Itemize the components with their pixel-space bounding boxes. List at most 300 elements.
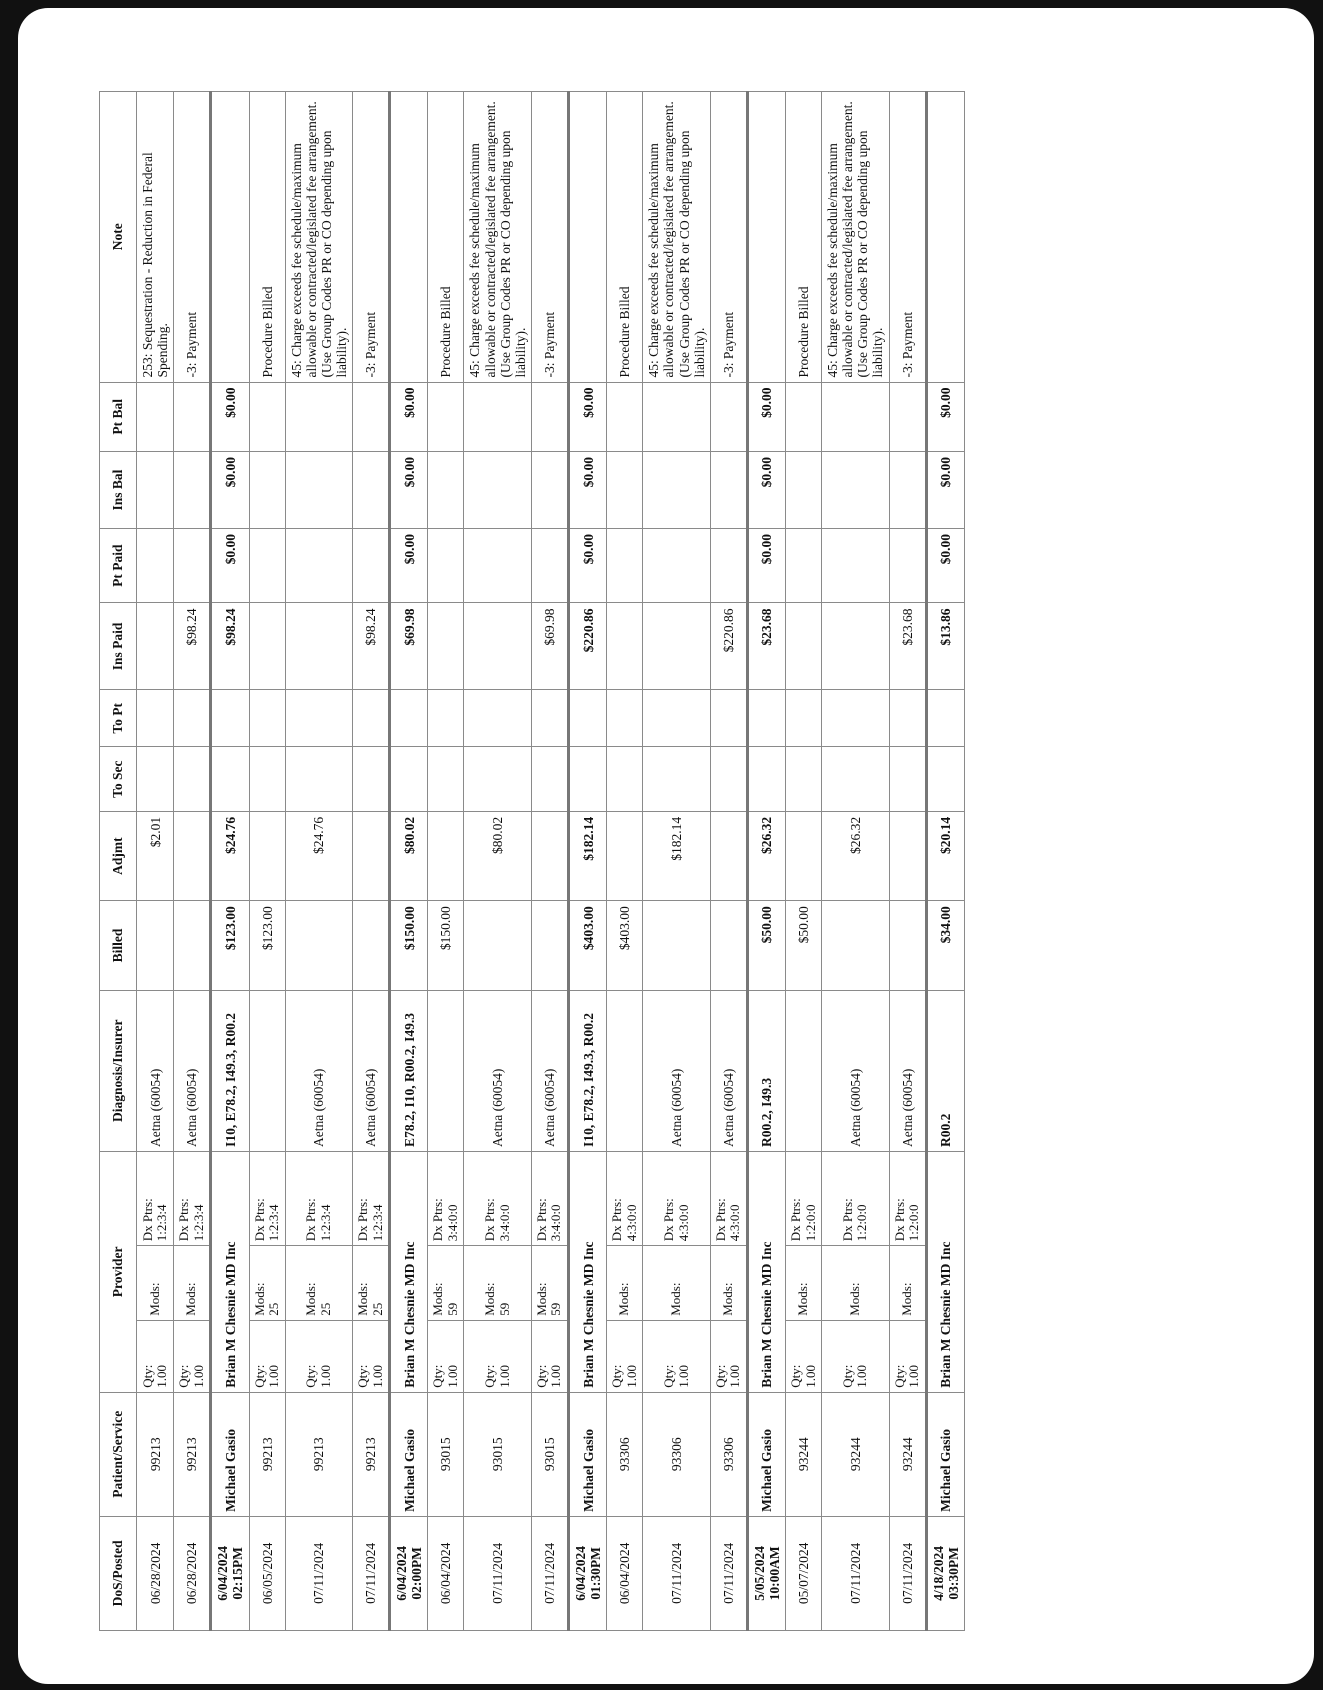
mods-cell: Mods: [710,1246,747,1320]
summary-pt-bal: $0.00 [390,382,428,452]
note-cell: Procedure Billed [428,92,464,383]
mods-cell: Mods: [822,1246,889,1320]
summary-pt-bal: $0.00 [569,382,607,452]
insurer-cell [428,990,464,1151]
service-date: 07/11/2024 [643,1516,710,1630]
billed-cell [353,901,390,990]
insurer-cell: Aetna (60054) [710,990,747,1151]
ins-bal-cell [353,452,390,529]
summary-to-pt [211,690,249,747]
adjmt-cell: $24.76 [285,811,352,900]
mods-cell: Mods: 25 [249,1246,285,1320]
dx-pointers-cell: Dx Ptrs: 3:4:0:0 [464,1151,531,1245]
note-cell: Procedure Billed [249,92,285,383]
to-pt-cell [353,690,390,747]
patient-name: Michael Gasio [569,1392,607,1516]
qty-cell: Qty: 1.00 [607,1320,643,1392]
summary-row [569,92,607,1631]
to-sec-cell [710,747,747,812]
summary-ins-paid: $98.24 [211,603,249,690]
ins-bal-cell [643,452,710,529]
insurer-cell: Aetna (60054) [643,990,710,1151]
dx-pointers-cell: Dx Ptrs: 3:4:0:0 [428,1151,464,1245]
qty-cell: Qty: 1.00 [353,1320,390,1392]
billed-cell [285,901,352,990]
summary-pt-bal: $0.00 [211,382,249,452]
mods-cell: Mods: 59 [531,1246,568,1320]
summary-billed: $150.00 [390,901,428,990]
summary-ins-bal: $0.00 [211,452,249,529]
note-cell: -3: Payment [174,92,211,383]
pt-bal-cell [428,382,464,452]
summary-to-sec [569,747,607,812]
service-code: 99213 [353,1392,390,1516]
service-date: 07/11/2024 [285,1516,352,1630]
ins-bal-cell [531,452,568,529]
note-cell: -3: Payment [710,92,747,383]
summary-date: 5/05/2024 10:00AM [747,1516,785,1630]
ins-bal-cell [889,452,926,529]
dx-pointers-cell: Dx Ptrs: 1:2:3:4 [174,1151,211,1245]
pt-paid-cell [531,528,568,602]
pt-bal-cell [889,382,926,452]
service-code: 93015 [428,1392,464,1516]
billed-cell: $123.00 [249,901,285,990]
billed-cell: $50.00 [786,901,822,990]
ins-bal-cell [428,452,464,529]
adjmt-cell [249,811,285,900]
summary-adjmt: $20.14 [926,811,964,900]
dx-pointers-cell: Dx Ptrs: 1:2:0:0 [786,1151,822,1245]
table-body [137,92,965,1631]
qty-cell: Qty: 1.00 [137,1320,174,1392]
adjmt-cell [531,811,568,900]
to-sec-cell [353,747,390,812]
to-sec-cell [174,747,211,812]
diagnosis-codes: E78.2, I10, R00.2, I49.3 [390,990,428,1151]
table-row [786,92,822,1631]
ins-bal-cell [822,452,889,529]
to-pt-cell [137,690,174,747]
insurer-cell: Aetna (60054) [464,990,531,1151]
ins-bal-cell [249,452,285,529]
adjmt-cell [353,811,390,900]
summary-to-pt [569,690,607,747]
diagnosis-codes: R00.2, I49.3 [747,990,785,1151]
pt-paid-cell [428,528,464,602]
insurer-cell: Aetna (60054) [353,990,390,1151]
pt-paid-cell [285,528,352,602]
pt-bal-cell [710,382,747,452]
to-sec-cell [137,747,174,812]
pt-bal-cell [786,382,822,452]
table-row [428,92,464,1631]
ins-paid-cell [285,603,352,690]
pt-bal-cell [137,382,174,452]
pt-bal-cell [249,382,285,452]
provider-name: Brian M Chesnie MD Inc [569,1151,607,1392]
mods-cell: Mods: [786,1246,822,1320]
to-sec-cell [786,747,822,812]
summary-adjmt: $80.02 [390,811,428,900]
summary-row [747,92,785,1631]
header-patient: Patient/Service [100,1392,137,1516]
note-cell: 45: Charge exceeds fee schedule/maximum allowable or contracted/legislated fee arrangement. (Use Group Codes PR or CO depending upon liability). [643,92,710,383]
summary-row [926,92,964,1631]
table-row [710,92,747,1631]
dx-pointers-cell: Dx Ptrs: 1:2:0:0 [889,1151,926,1245]
service-code: 93306 [643,1392,710,1516]
pt-paid-cell [137,528,174,602]
summary-note [747,92,785,383]
qty-cell: Qty: 1.00 [285,1320,352,1392]
dx-pointers-cell: Dx Ptrs: 4:3:0:0 [607,1151,643,1245]
summary-date: 4/18/2024 03:30PM [926,1516,964,1630]
adjmt-cell: $26.32 [822,811,889,900]
header-ins-bal: Ins Bal [100,452,137,529]
provider-name: Brian M Chesnie MD Inc [747,1151,785,1392]
ins-bal-cell [285,452,352,529]
summary-ins-paid: $220.86 [569,603,607,690]
pt-paid-cell [710,528,747,602]
pt-bal-cell [531,382,568,452]
service-code: 99213 [174,1392,211,1516]
summary-ins-bal: $0.00 [747,452,785,529]
billed-cell [531,901,568,990]
header-row [100,92,137,1631]
summary-adjmt: $26.32 [747,811,785,900]
service-code: 93244 [889,1392,926,1516]
summary-note [211,92,249,383]
billed-cell [643,901,710,990]
table-row [353,92,390,1631]
patient-name: Michael Gasio [390,1392,428,1516]
summary-to-pt [926,690,964,747]
dx-pointers-cell: Dx Ptrs: 1:2:3:4 [249,1151,285,1245]
summary-ins-bal: $0.00 [926,452,964,529]
service-date: 07/11/2024 [889,1516,926,1630]
pt-paid-cell [889,528,926,602]
table-row [889,92,926,1631]
service-date: 06/28/2024 [174,1516,211,1630]
dx-pointers-cell: Dx Ptrs: 3:4:0:0 [531,1151,568,1245]
header-pt-bal: Pt Bal [100,382,137,452]
page-card [18,8,1314,1684]
mods-cell: Mods: [889,1246,926,1320]
qty-cell: Qty: 1.00 [428,1320,464,1392]
table-row [531,92,568,1631]
summary-pt-paid: $0.00 [926,528,964,602]
mods-cell: Mods: 59 [464,1246,531,1320]
service-code: 93306 [710,1392,747,1516]
to-sec-cell [249,747,285,812]
summary-date: 6/04/2024 02:00PM [390,1516,428,1630]
note-cell: Procedure Billed [786,92,822,383]
qty-cell: Qty: 1.00 [174,1320,211,1392]
billed-cell: $150.00 [428,901,464,990]
service-date: 06/04/2024 [428,1516,464,1630]
to-sec-cell [889,747,926,812]
adjmt-cell [889,811,926,900]
note-cell: -3: Payment [353,92,390,383]
summary-billed: $50.00 [747,901,785,990]
ins-paid-cell [249,603,285,690]
to-sec-cell [822,747,889,812]
patient-name: Michael Gasio [926,1392,964,1516]
patient-name: Michael Gasio [211,1392,249,1516]
mods-cell: Mods: 25 [285,1246,352,1320]
dx-pointers-cell: Dx Ptrs: 1:2:3:4 [353,1151,390,1245]
qty-cell: Qty: 1.00 [531,1320,568,1392]
qty-cell: Qty: 1.00 [822,1320,889,1392]
to-pt-cell [174,690,211,747]
pt-paid-cell [249,528,285,602]
insurer-cell [786,990,822,1151]
service-date: 06/28/2024 [137,1516,174,1630]
billed-cell [174,901,211,990]
ins-bal-cell [174,452,211,529]
ins-paid-cell [786,603,822,690]
ins-bal-cell [710,452,747,529]
header-to-pt: To Pt [100,690,137,747]
mods-cell: Mods: [607,1246,643,1320]
pt-bal-cell [285,382,352,452]
table-row [464,92,531,1631]
ins-paid-cell [607,603,643,690]
adjmt-cell [710,811,747,900]
header-ins-paid: Ins Paid [100,603,137,690]
dx-pointers-cell: Dx Ptrs: 1:2:3:4 [137,1151,174,1245]
header-adjmt: Adjmt [100,811,137,900]
note-cell: 253: Sequestration - Reduction in Federal Spending. [137,92,174,383]
provider-name: Brian M Chesnie MD Inc [390,1151,428,1392]
pt-bal-cell [822,382,889,452]
insurer-cell: Aetna (60054) [174,990,211,1151]
pt-bal-cell [353,382,390,452]
to-pt-cell [786,690,822,747]
insurer-cell [249,990,285,1151]
table-row [249,92,285,1631]
insurer-cell: Aetna (60054) [531,990,568,1151]
header-dos: DoS/Posted [100,1516,137,1630]
service-code: 99213 [137,1392,174,1516]
note-cell: Procedure Billed [607,92,643,383]
ins-paid-cell: $69.98 [531,603,568,690]
qty-cell: Qty: 1.00 [643,1320,710,1392]
pt-paid-cell [607,528,643,602]
insurer-cell: Aetna (60054) [137,990,174,1151]
summary-note [926,92,964,383]
adjmt-cell: $80.02 [464,811,531,900]
summary-pt-paid: $0.00 [569,528,607,602]
ins-bal-cell [786,452,822,529]
ins-paid-cell: $220.86 [710,603,747,690]
summary-ins-bal: $0.00 [390,452,428,529]
provider-name: Brian M Chesnie MD Inc [926,1151,964,1392]
diagnosis-codes: I10, E78.2, I49.3, R00.2 [569,990,607,1151]
insurer-cell: Aetna (60054) [889,990,926,1151]
pt-paid-cell [174,528,211,602]
billing-table [99,91,965,1631]
to-sec-cell [643,747,710,812]
ins-paid-cell [464,603,531,690]
pt-bal-cell [464,382,531,452]
to-pt-cell [822,690,889,747]
pt-bal-cell [643,382,710,452]
provider-name: Brian M Chesnie MD Inc [211,1151,249,1392]
pt-paid-cell [822,528,889,602]
summary-ins-paid: $69.98 [390,603,428,690]
to-sec-cell [607,747,643,812]
qty-cell: Qty: 1.00 [464,1320,531,1392]
table-row [822,92,889,1631]
summary-adjmt: $182.14 [569,811,607,900]
pt-bal-cell [174,382,211,452]
header-pt-paid: Pt Paid [100,528,137,602]
service-date: 06/04/2024 [607,1516,643,1630]
dx-pointers-cell: Dx Ptrs: 4:3:0:0 [710,1151,747,1245]
mods-cell: Mods: 25 [353,1246,390,1320]
header-diagnosis: Diagnosis/Insurer [100,990,137,1151]
insurer-cell: Aetna (60054) [822,990,889,1151]
adjmt-cell [428,811,464,900]
ins-paid-cell [822,603,889,690]
ins-paid-cell [137,603,174,690]
ins-bal-cell [464,452,531,529]
mods-cell: Mods: 59 [428,1246,464,1320]
table-row [137,92,174,1631]
note-cell: -3: Payment [889,92,926,383]
summary-pt-paid: $0.00 [747,528,785,602]
pt-bal-cell [607,382,643,452]
service-code: 99213 [249,1392,285,1516]
billed-cell [822,901,889,990]
diagnosis-codes: I10, E78.2, I49.3, R00.2 [211,990,249,1151]
summary-row [211,92,249,1631]
note-cell: 45: Charge exceeds fee schedule/maximum allowable or contracted/legislated fee arrangement. (Use Group Codes PR or CO depending upon liability). [822,92,889,383]
service-code: 93015 [531,1392,568,1516]
summary-billed: $403.00 [569,901,607,990]
summary-pt-bal: $0.00 [926,382,964,452]
diagnosis-codes: R00.2 [926,990,964,1151]
summary-ins-paid: $13.86 [926,603,964,690]
note-cell: 45: Charge exceeds fee schedule/maximum allowable or contracted/legislated fee arrangement. (Use Group Codes PR or CO depending upon liability). [285,92,352,383]
to-pt-cell [531,690,568,747]
mods-cell: Mods: [137,1246,174,1320]
to-sec-cell [464,747,531,812]
table-row [643,92,710,1631]
to-sec-cell [428,747,464,812]
summary-to-sec [211,747,249,812]
pt-paid-cell [643,528,710,602]
service-code: 93306 [607,1392,643,1516]
note-cell: 45: Charge exceeds fee schedule/maximum allowable or contracted/legislated fee arrangement. (Use Group Codes PR or CO depending upon liability). [464,92,531,383]
to-sec-cell [531,747,568,812]
service-date: 07/11/2024 [353,1516,390,1630]
adjmt-cell [174,811,211,900]
service-code: 93244 [786,1392,822,1516]
header-billed: Billed [100,901,137,990]
header-note: Note [100,92,137,383]
to-pt-cell [710,690,747,747]
summary-to-sec [390,747,428,812]
service-date: 05/07/2024 [786,1516,822,1630]
to-pt-cell [607,690,643,747]
adjmt-cell: $182.14 [643,811,710,900]
summary-to-pt [390,690,428,747]
insurer-cell: Aetna (60054) [285,990,352,1151]
adjmt-cell [786,811,822,900]
qty-cell: Qty: 1.00 [786,1320,822,1392]
to-pt-cell [249,690,285,747]
billed-cell: $403.00 [607,901,643,990]
pt-paid-cell [464,528,531,602]
dx-pointers-cell: Dx Ptrs: 1:2:0:0 [822,1151,889,1245]
to-pt-cell [428,690,464,747]
to-pt-cell [889,690,926,747]
summary-note [390,92,428,383]
ins-paid-cell [428,603,464,690]
summary-billed: $34.00 [926,901,964,990]
qty-cell: Qty: 1.00 [889,1320,926,1392]
billed-cell [464,901,531,990]
service-code: 99213 [285,1392,352,1516]
summary-to-sec [747,747,785,812]
ins-paid-cell: $98.24 [174,603,211,690]
qty-cell: Qty: 1.00 [710,1320,747,1392]
to-sec-cell [285,747,352,812]
summary-date: 6/04/2024 01:30PM [569,1516,607,1630]
service-code: 93244 [822,1392,889,1516]
to-pt-cell [643,690,710,747]
to-pt-cell [464,690,531,747]
pt-paid-cell [786,528,822,602]
mods-cell: Mods: [174,1246,211,1320]
qty-cell: Qty: 1.00 [249,1320,285,1392]
ins-paid-cell [643,603,710,690]
summary-row [390,92,428,1631]
summary-date: 6/04/2024 02:15PM [211,1516,249,1630]
summary-to-sec [926,747,964,812]
dx-pointers-cell: Dx Ptrs: 4:3:0:0 [643,1151,710,1245]
summary-pt-paid: $0.00 [211,528,249,602]
summary-adjmt: $24.76 [211,811,249,900]
note-cell: -3: Payment [531,92,568,383]
rotated-document [99,91,1323,1631]
ins-paid-cell: $23.68 [889,603,926,690]
insurer-cell [607,990,643,1151]
dx-pointers-cell: Dx Ptrs: 1:2:3:4 [285,1151,352,1245]
summary-ins-paid: $23.68 [747,603,785,690]
service-date: 07/11/2024 [822,1516,889,1630]
header-to-sec: To Sec [100,747,137,812]
ins-bal-cell [607,452,643,529]
ins-paid-cell: $98.24 [353,603,390,690]
billed-cell [137,901,174,990]
pt-paid-cell [353,528,390,602]
summary-note [569,92,607,383]
table-row [607,92,643,1631]
adjmt-cell: $2.01 [137,811,174,900]
service-date: 07/11/2024 [531,1516,568,1630]
summary-billed: $123.00 [211,901,249,990]
service-code: 93015 [464,1392,531,1516]
ins-bal-cell [137,452,174,529]
service-date: 06/05/2024 [249,1516,285,1630]
summary-pt-paid: $0.00 [390,528,428,602]
billed-cell [710,901,747,990]
billed-cell [889,901,926,990]
